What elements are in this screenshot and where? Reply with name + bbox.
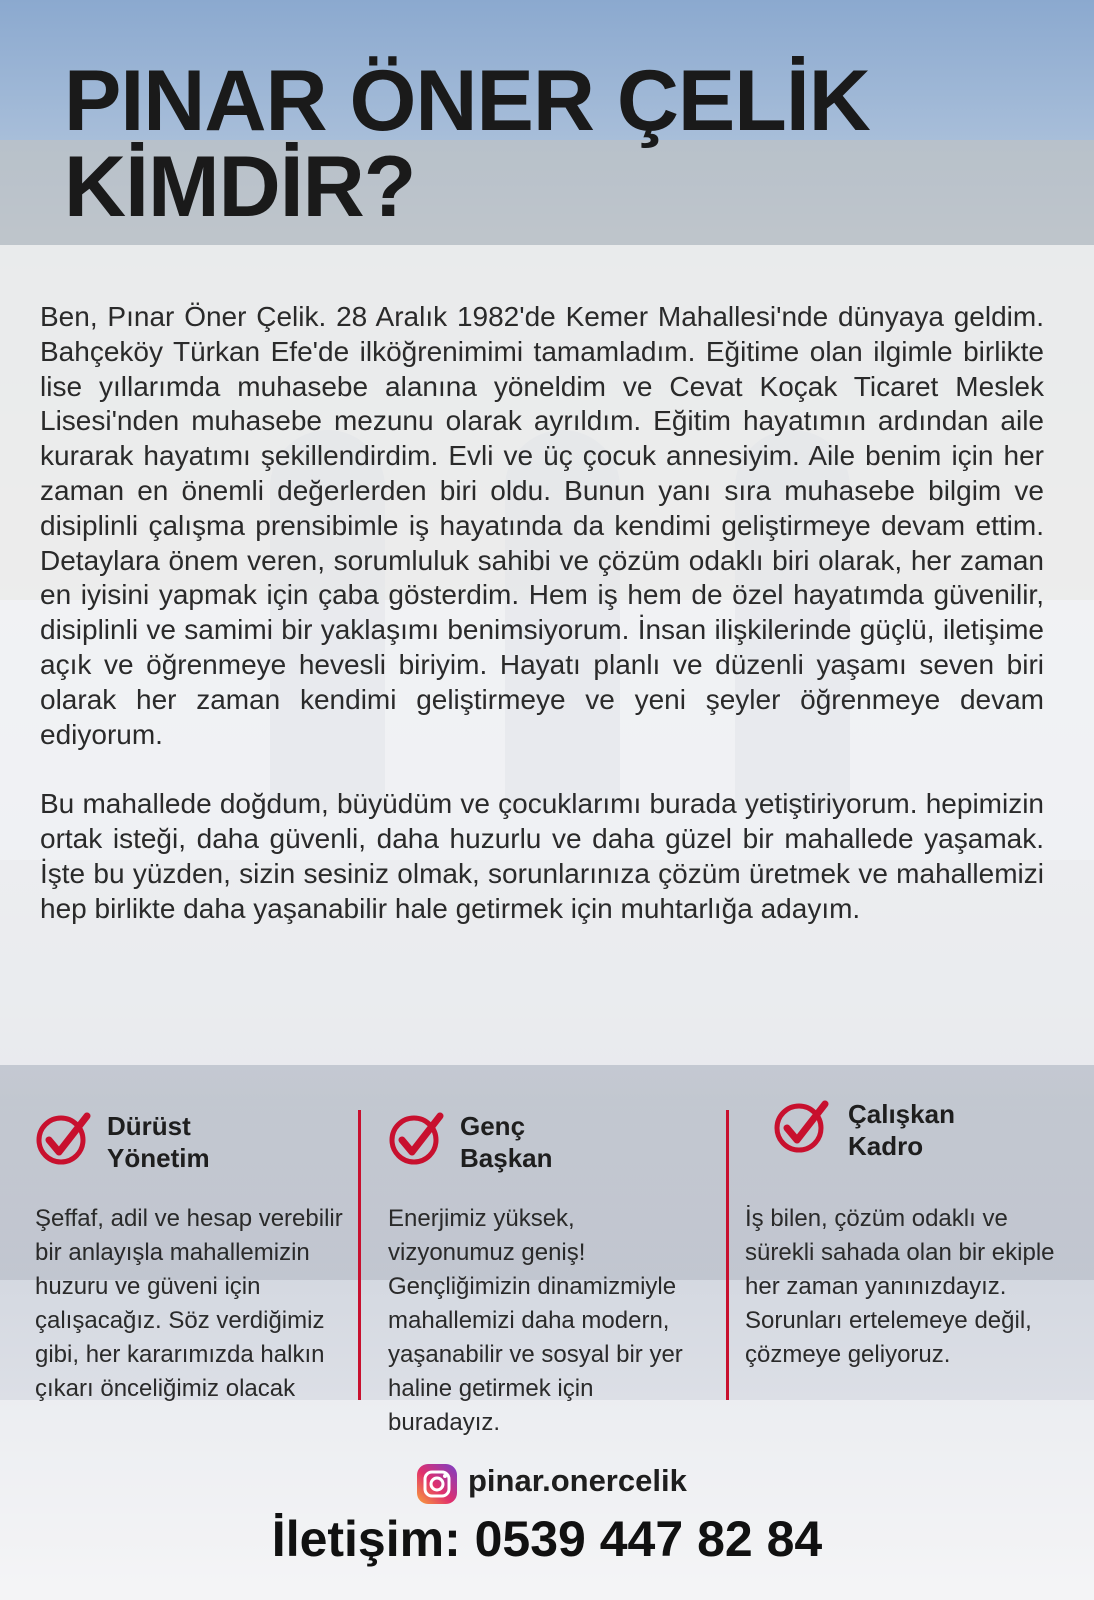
- check-icon: [388, 1110, 444, 1166]
- instagram-icon: [415, 1462, 459, 1506]
- pillar-title: Çalışkan Kadro: [848, 1099, 955, 1161]
- bio-paragraph: Ben, Pınar Öner Çelik. 28 Aralık 1982'de Kemer Mahallesi'nde dünyaya geldim. Bahçeköy Türkan Efe'de ilköğrenimimi tamamladım. Eğitime olan ilgimle birlikte lise yıllarımda muhasebe alanına yöneldim ve Cevat Koçak Ticaret Meslek Lisesi'nden muhasebe mezunu olarak ayrıldım. Eğitim hayatımın ardından aile kurarak hayatımı şekillendirdim. Evli ve üç çocuk annesiyim. Aile benim için her zaman en önemli değerlerden biri oldu. Bunun yanı sıra muhasebe bilgim ve disiplinli çalışma prensibimle iş hayatında da kendimi geliştirmeye devam ettim. Detaylara önem veren, sorumluluk sahibi ve çözüm odaklı biri olarak, her zaman en iyisini yapmak için çaba gösterdim. Hem iş hem de özel hayatımda güvenilir, disiplinli ve samimi bir yaklaşımı benimsiyorum. İnsan ilişkilerinde güçlü, iletişime açık ve öğrenmeye hevesli biriyim. Hayatı planlı ve düzenli yaşamı seven biri olarak her zaman kendimi geliştirmeye ve yeni şeyler öğrenmeye devam ediyorum.: [40, 301, 1044, 750]
- pillar-description: İş bilen, çözüm odaklı ve sürekli sahada olan bir ekiple her zaman yanınızdayız. Sorunları ertelemeye değil, çözmeye geliyoruz.: [745, 1205, 1055, 1368]
- column-divider: [358, 1110, 361, 1400]
- page-title: PINAR ÖNER ÇELİK KİMDİR?: [64, 53, 870, 235]
- pillar-description: Şeffaf, adil ve hesap verebilir bir anlayışla mahallemizin huzuru ve güveni için çalışacağız. Söz verdiğimiz gibi, her kararımızda halkın çıkarı önceliğimiz olacak: [35, 1205, 343, 1402]
- pillar-young-leader: [388, 1110, 708, 1436]
- bio-paragraph: Bu mahallede doğdum, büyüdüm ve çocuklarımı burada yetiştiriyorum. hepimizin ortak isteği, daha güvenli, daha huzurlu ve daha güzel bir mahallede yaşamak. İşte bu yüzden, sizin sesiniz olmak, sorunlarınıza çözüm üretmek ve mahallemizi hep birlikte daha yaşanabilir hale getirmek için muhtarlığa adayım.: [40, 788, 1044, 924]
- check-icon: [773, 1098, 829, 1154]
- check-icon: [35, 1110, 91, 1166]
- contact-phone: İletişim: 0539 447 82 84: [271, 1511, 823, 1567]
- pillar-title: Dürüst Yönetim: [107, 1111, 210, 1173]
- bio-text: [40, 300, 1044, 962]
- column-divider: [726, 1110, 729, 1400]
- pillar-hardworking-team: [745, 1099, 1065, 1368]
- pillar-honest-management: [35, 1110, 355, 1402]
- instagram-handle[interactable]: pinar.onercelik: [468, 1463, 687, 1498]
- pillar-description: Enerjimiz yüksek, vizyonumuz geniş! Gençliğimizin dinamizmiyle mahallemizi daha modern, yaşanabilir ve sosyal bir yer haline getirmek için buradayız.: [388, 1205, 683, 1436]
- pillar-title: Genç Başkan: [460, 1111, 553, 1173]
